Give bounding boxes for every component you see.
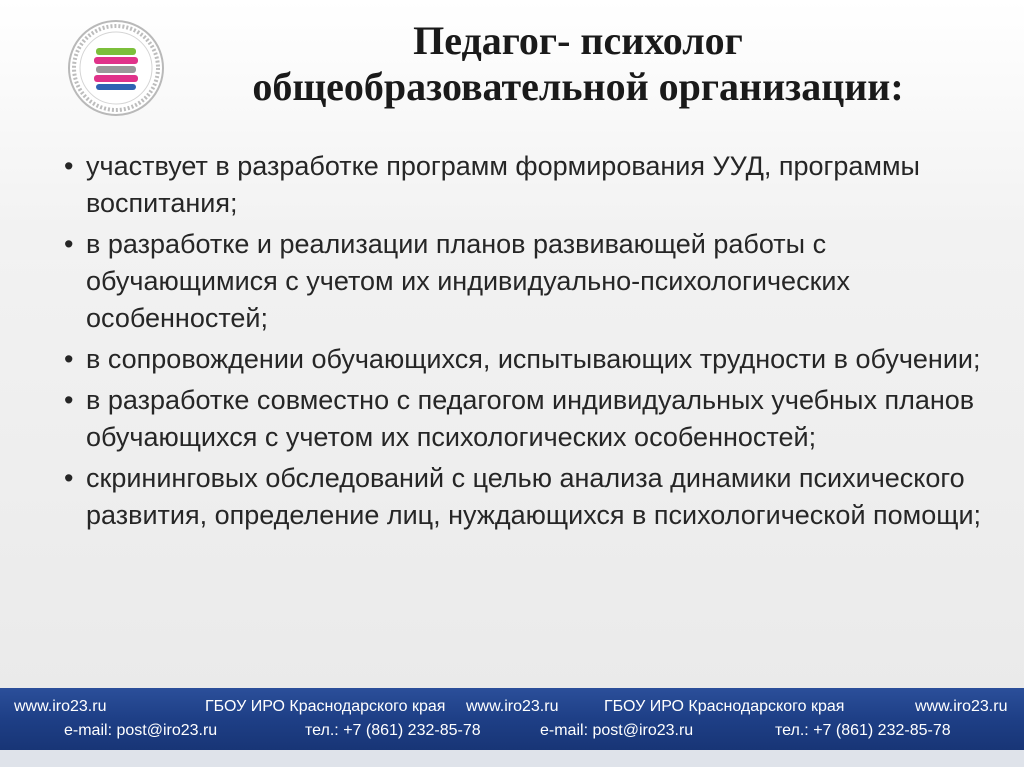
list-item <box>58 226 988 337</box>
list-item-text: в разработке и реализации планов развивающей работы с обучающимися с учетом их индивидуально-психологических особенностей; <box>86 229 850 333</box>
list-item <box>58 341 988 378</box>
footer-strip <box>0 750 1024 767</box>
footer-phone: тел.: +7 (861) 232-85-78 <box>305 722 481 739</box>
title-line-1: Педагог- психолог <box>413 18 743 63</box>
footer-bar <box>0 688 1024 750</box>
bullet-icon: • <box>64 344 74 374</box>
bullet-icon: • <box>64 463 74 493</box>
list-item-text: в разработке совместно с педагогом индивидуальных учебных планов обучающихся с учетом их психологических особенностей; <box>86 385 975 452</box>
footer-email-link[interactable]: e-mail: post@iro23.ru <box>64 722 218 739</box>
institute-logo-icon <box>66 18 166 118</box>
bullet-icon: • <box>64 229 74 259</box>
list-item <box>58 148 988 222</box>
footer-phone: тел.: +7 (861) 232-85-78 <box>775 722 951 739</box>
footer-organization: ГБОУ ИРО Краснодарского края <box>604 698 845 715</box>
list-item-text: в сопровождении обучающихся, испытывающих трудности в обучении; <box>86 344 981 374</box>
bullet-icon: • <box>64 385 74 415</box>
bullet-icon: • <box>64 151 74 181</box>
slide-title <box>178 18 978 110</box>
title-line-2: общеобразовательной организации: <box>252 64 904 109</box>
footer-website-link[interactable]: www.iro23.ru <box>915 698 1008 715</box>
list-item <box>58 460 988 534</box>
bullet-list <box>58 148 988 538</box>
list-item <box>58 382 988 456</box>
list-item-text: участвует в разработке программ формирования УУД, программы воспитания; <box>86 151 920 218</box>
list-item-text: скрининговых обследований с целью анализа динамики психического развития, определение лиц, нуждающихся в психологической помощи; <box>86 463 982 530</box>
slide-header <box>0 0 1024 138</box>
footer-website-link[interactable]: www.iro23.ru <box>466 698 559 715</box>
footer-website-link[interactable]: www.iro23.ru <box>14 698 107 715</box>
footer-email-link[interactable]: e-mail: post@iro23.ru <box>540 722 694 739</box>
footer-organization: ГБОУ ИРО Краснодарского края <box>205 698 446 715</box>
